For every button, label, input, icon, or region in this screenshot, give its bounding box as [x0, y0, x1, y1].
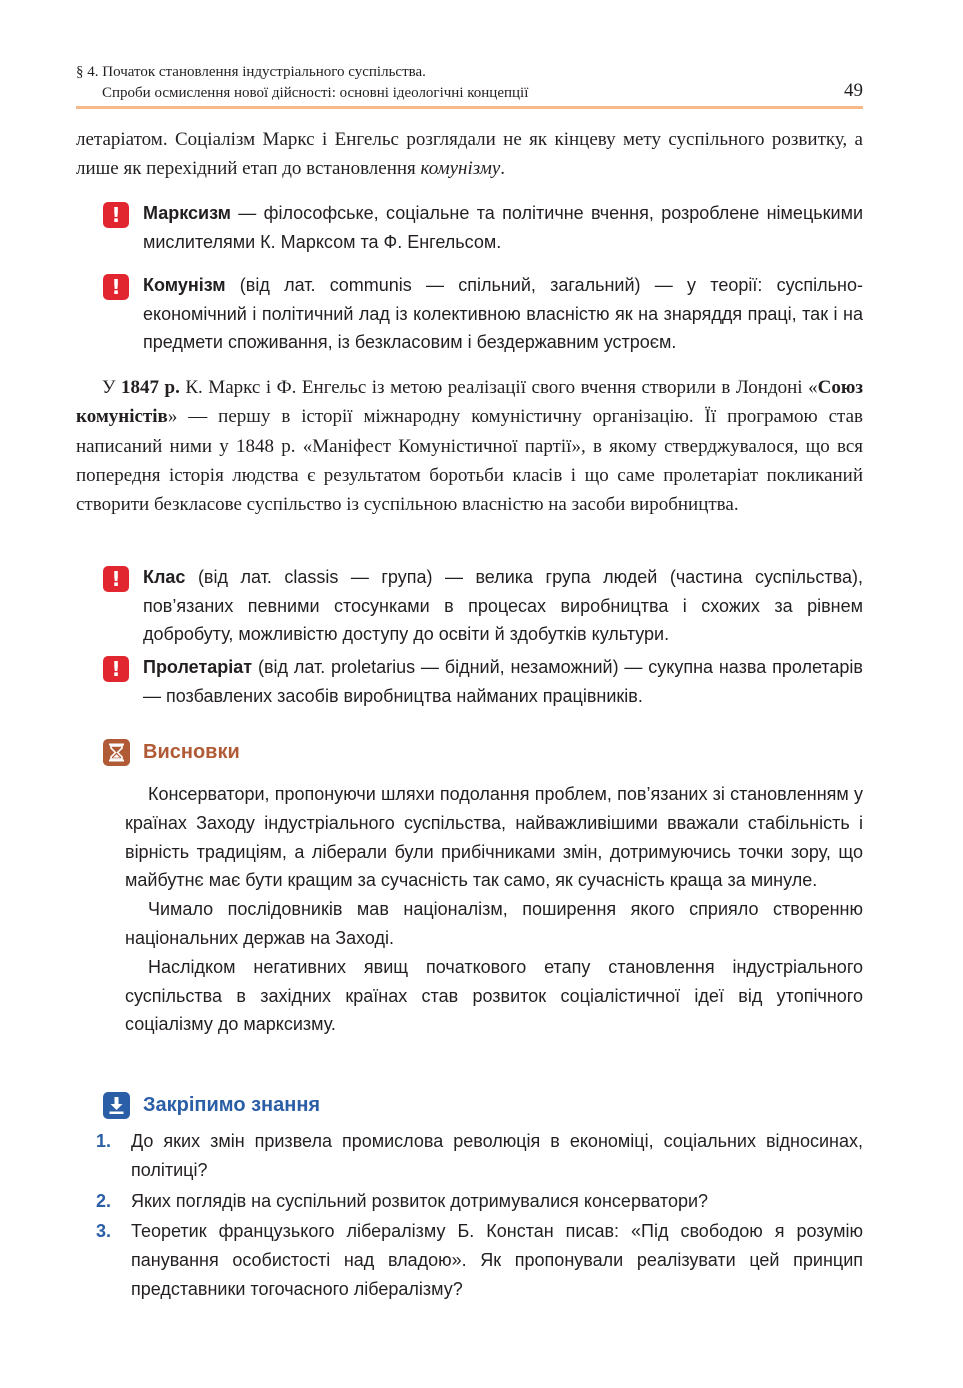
definition-term: Клас: [143, 567, 186, 587]
definition-marxism: [103, 199, 863, 256]
definition-text: (від лат. proletarius — бідний, незаможний) — сукупна назва пролетарів — позбавлених засобів виробництва найманих працівників.: [143, 657, 863, 706]
page-number: 49: [844, 80, 863, 101]
list-item: [96, 1187, 863, 1216]
p1847-part1: К. Маркс і Ф. Енгельс із метою реалізації свого вчення створили в Лондоні «: [179, 377, 818, 398]
question-text: До яких змін призвела промислова революція в економіці, соціальних відносинах, політиці?: [131, 1131, 863, 1180]
list-item: [96, 1127, 863, 1185]
review-title: Закріпимо знання: [143, 1093, 321, 1116]
exclamation-icon: !: [103, 274, 129, 300]
hourglass-icon: [103, 739, 130, 766]
conclusions-heading: [103, 738, 240, 766]
header-rule: [76, 106, 863, 109]
p1847-part2: » — першу в історії міжнародну комуністичну організацію. Її програмою став написаний ними у 1848 р. «Маніфест Комуністичної партії», в якому стверджувалося, що вся попередня історія людства є результатом боротьби класів і що саме пролетаріат покликаний створити безкласове суспільство із суспільною власністю на засоби виробництва.: [76, 406, 863, 516]
intro-text: летаріатом. Соціалізм Маркс і Енгельс розглядали не як кінцеву мету суспільного розвитку, а лише як перехідний етап до встановлення: [76, 129, 863, 180]
question-number: 2.: [96, 1190, 112, 1211]
p1847-union: Союз комуністів: [76, 377, 863, 428]
intro-italic-term: комунізму: [420, 158, 501, 180]
definition-term: Комунізм: [143, 275, 226, 295]
definition-term: Пролетаріат: [143, 657, 253, 677]
exclamation-icon: !: [103, 656, 129, 682]
exclamation-icon: !: [103, 566, 129, 592]
conclusions-title: Висновки: [143, 740, 240, 763]
definition-communism: [103, 271, 863, 357]
definition-proletariat: [103, 653, 863, 710]
question-text: Яких поглядів на суспільний розвиток дотримувалися консерватори?: [131, 1190, 709, 1211]
header-section-title: § 4. Початок становлення індустріального суспільства.: [76, 64, 426, 80]
p1847-lead: У: [102, 377, 121, 398]
paragraph-1847: [76, 373, 863, 519]
download-arrow-icon: [103, 1092, 130, 1119]
definition-text: — філософське, соціальне та політичне вчення, розроблене німецькими мислителями К. Марксом та Ф. Енгельсом.: [143, 203, 863, 252]
header-section-subtitle: Спроби осмислення нової дійсності: основні ідеологічні концепції: [102, 85, 529, 101]
conclusions-paragraph: Консерватори, пропонуючи шляхи подолання проблем, пов’язаних зі становленням у країнах Заходу індустріального суспільства, найважливішими вважали стабільність і вірність традиціям, а ліберали були прибічниками змін, дотримуючись точки зору, що майбутнє має бути кращим за сучасність так само, як сучасність краща за минуле.: [125, 784, 863, 891]
definition-text: (від лат. communis — спільний, загальний) — у теорії: суспільно-економічний і політичний лад із колективною власністю як на знаряддя праці, так і на предмети споживання, із безкласовим і бездержавним устроєм.: [143, 275, 863, 352]
intro-paragraph: [76, 125, 863, 184]
exclamation-icon: !: [103, 202, 129, 228]
definition-term: Марксизм: [143, 203, 231, 223]
definition-text: (від лат. classis — група) — велика група людей (частина суспільства), пов’язаних певними стосунками в процесах виробництва і схожих за рівнем добробуту, можливістю доступу до освіти й здобутків культури.: [143, 567, 863, 644]
p1847-year: 1847 р.: [120, 377, 180, 398]
running-header: [76, 62, 863, 104]
conclusions-paragraph: Наслідком негативних явищ початкового етапу становлення індустріального суспільства в західних країнах став розвиток соціалістичної ідеї від утопічного соціалізму до марксизму.: [125, 956, 863, 1035]
conclusions-paragraph: Чимало послідовників мав націоналізм, поширення якого сприяло створенню національних держав на Заході.: [125, 899, 863, 948]
conclusions-body: [125, 780, 863, 1039]
review-question-list: [96, 1127, 863, 1306]
intro-end: .: [500, 158, 505, 180]
question-text: Теоретик французького лібералізму Б. Констан писав: «Під свободою я розумію панування особистості над владою». Як пропонували реалізувати цей принцип представники тогочасного лібералізму?: [131, 1221, 863, 1299]
question-number: 3.: [96, 1221, 112, 1242]
review-heading: [103, 1091, 320, 1119]
list-item: [96, 1217, 863, 1303]
question-number: 1.: [96, 1131, 112, 1151]
definition-class: [103, 563, 863, 649]
